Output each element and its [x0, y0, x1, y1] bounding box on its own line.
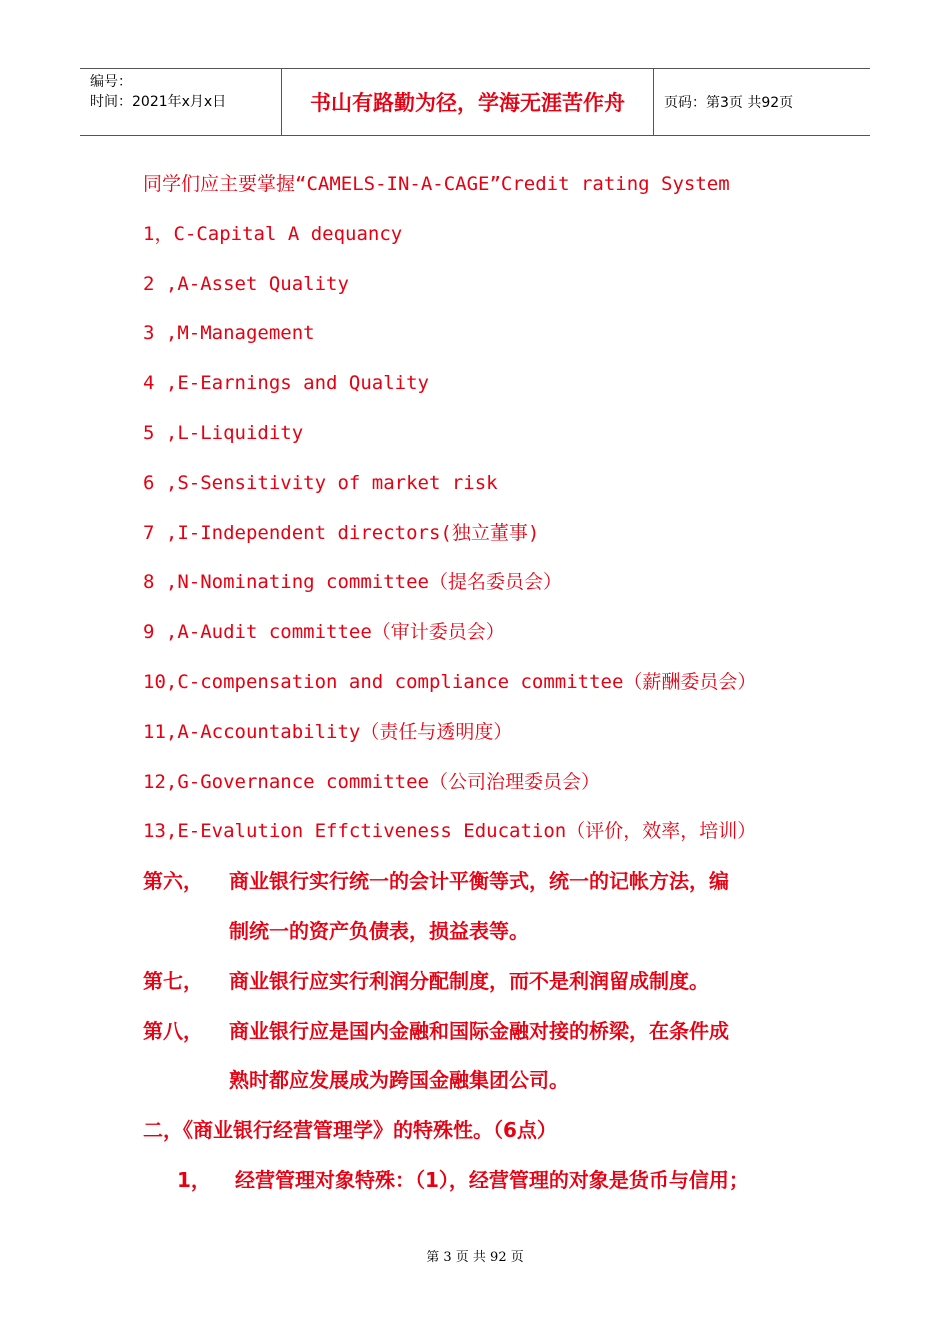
- list-item: 11,A-Accountability（责任与透明度）: [143, 720, 513, 743]
- section-item: [143, 1164, 843, 1214]
- time-label: 时间：2021年x月x日: [90, 94, 227, 110]
- list-item: 12,G-Governance committee（公司治理委员会）: [143, 770, 600, 793]
- section-heading: [143, 1114, 843, 1164]
- list-item: 10,C-compensation and compliance committee（薪酬委员会）: [143, 670, 757, 693]
- list-item: 1，C-Capital A dequancy: [143, 222, 403, 245]
- list-item: 4 ,E-Earnings and Quality: [143, 372, 429, 395]
- paragraph-text: 商业银行应实行利润分配制度，而不是利润留成制度。: [229, 968, 709, 993]
- list-item: 7 ,I-Independent directors(独立董事): [143, 521, 540, 544]
- paragraph-text: 熟时都应发展成为跨国金融集团公司。: [229, 1068, 569, 1093]
- document-body: [143, 168, 843, 1214]
- intro-line: 同学们应主要掌握“CAMELS-IN-A-CAGE”Credit rating System: [143, 173, 730, 195]
- paragraph-seven: [143, 965, 843, 1015]
- paragraph-eight-continued: [143, 1064, 843, 1114]
- paragraph-label: 第七，: [143, 968, 203, 993]
- list-item: 9 ,A-Audit committee（审计委员会）: [143, 621, 505, 644]
- section-two-title: 二，《商业银行经营管理学》的特殊性。（6点）: [143, 1118, 557, 1143]
- list-item: 6 ,S-Sensitivity of market risk: [143, 471, 498, 494]
- paragraph-text: 商业银行应是国内金融和国际金融对接的桥梁，在条件成: [229, 1018, 729, 1043]
- paragraph-six: [143, 865, 843, 915]
- paragraph-eight: [143, 1015, 843, 1065]
- list-item: 13,E-Evalution Effctiveness Education（评价，效率，培训）: [143, 820, 757, 843]
- item-text: 经营管理对象特殊：（1），经营管理的对象是货币与信用；: [235, 1167, 749, 1192]
- paragraph-label: 第六，: [143, 869, 203, 894]
- page-footer: 第 3 页 共 92 页: [426, 1250, 524, 1265]
- list-item: 3 ,M-Management: [143, 322, 315, 345]
- header-page-info: 页码：第3页 共92页: [664, 95, 794, 111]
- list-item: 5 ,L-Liquidity: [143, 421, 304, 444]
- item-label: 1，: [177, 1167, 211, 1192]
- paragraph-label: 第八，: [143, 1018, 203, 1043]
- number-label: 编号：: [90, 74, 132, 90]
- page-header: [80, 68, 870, 136]
- paragraph-text: 制统一的资产负债表，损益表等。: [229, 918, 529, 943]
- paragraph-six-continued: [143, 915, 843, 965]
- list-item: 8 ,N-Nominating committee（提名委员会）: [143, 571, 562, 594]
- paragraph-text: 商业银行实行统一的会计平衡等式，统一的记帐方法，编: [229, 869, 729, 894]
- header-motto: 书山有路勤为径，学海无涯苦作舟: [282, 69, 654, 135]
- list-item: 2 ,A-Asset Quality: [143, 272, 349, 295]
- header-meta: [80, 69, 282, 135]
